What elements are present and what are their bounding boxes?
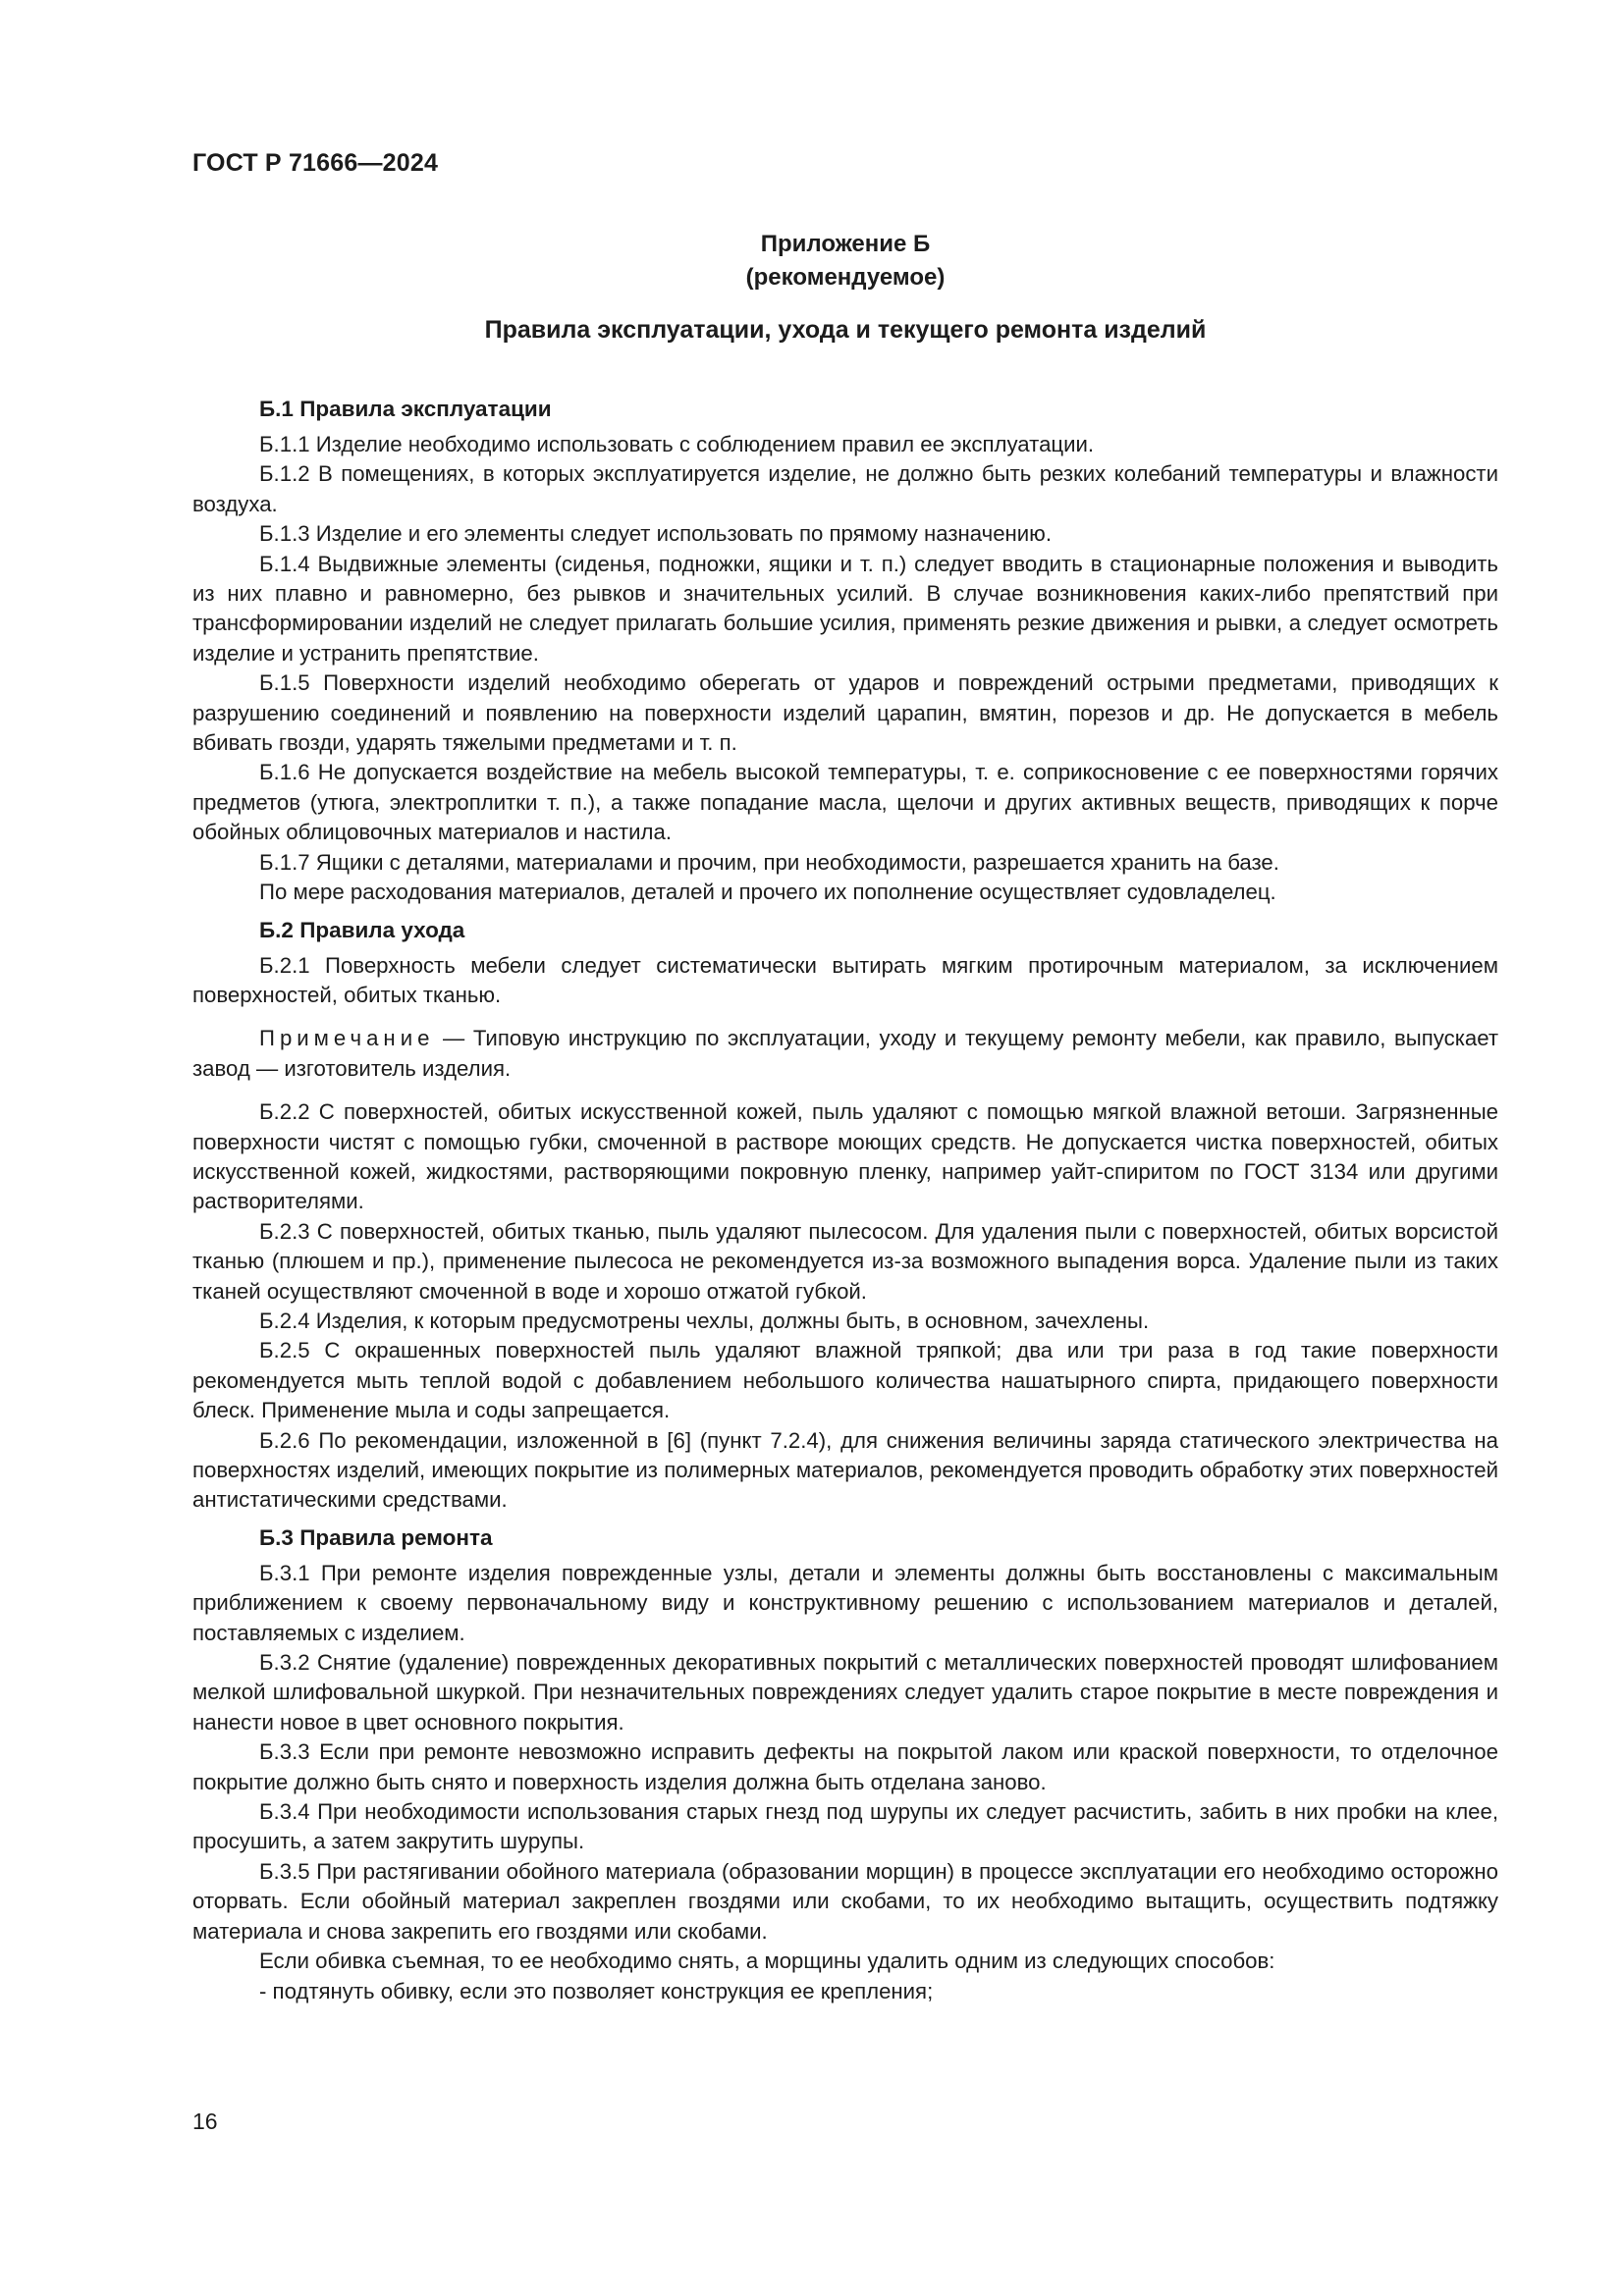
paragraph-b3-5: Б.3.5 При растягивании обойного материала (образовании морщин) в процессе эксплуатации его необходимо осторожно оторвать. Если обойный материал закреплен гвоздями или скобами, то их необходимо вытащить, осуществить подтяжку материала и снова закрепить его гвоздями или скобами. — [192, 1858, 1498, 1944]
paragraph-b3-4: Б.3.4 При необходимости использования старых гнезд под шурупы их следует расчистить, забить в них пробки на клее, просушить, а затем закрутить шурупы. — [192, 1799, 1498, 1854]
paragraph-b2-5: Б.2.5 С окрашенных поверхностей пыль удаляют влажной тряпкой; два или три раза в год такие поверхности рекомендуется мыть теплой водой с добавлением небольшого количества нашатырного спирта, придающего поверхности блеск. Применение мыла и соды запрещается. — [192, 1338, 1498, 1423]
section-heading-b2: Б.2 Правила ухода — [259, 917, 465, 942]
paragraph-b3-1: Б.3.1 При ремонте изделия поврежденные узлы, детали и элементы должны быть восстановлены с максимальным приближением к своему первоначальному виду и конструктивному решению с использованием материалов и деталей, поставляемых с изделием. — [192, 1560, 1498, 1645]
note-text: — Типовую инструкцию по эксплуатации, уходу и текущему ремонту мебели, как правило, выпускает завод — изготовитель изделия. — [192, 1026, 1498, 1081]
note-label: Примечание — [259, 1026, 435, 1051]
paragraph-b1-2: Б.1.2 В помещениях, в которых эксплуатируется изделие, не должно быть резких колебаний температуры и влажности воздуха. — [192, 461, 1498, 516]
note — [192, 1024, 1498, 1084]
paragraph-b2-1: Б.2.1 Поверхность мебели следует систематически вытирать мягким протирочным материалом, за исключением поверхностей, обитых тканью. — [192, 952, 1498, 1007]
paragraph-b1-7: Б.1.7 Ящики с деталями, материалами и прочим, при необходимости, разрешается хранить на базе. — [259, 849, 1279, 875]
section-heading-b3: Б.3 Правила ремонта — [259, 1524, 493, 1550]
paragraph-b2-6: Б.2.6 По рекомендации, изложенной в [6] (пункт 7.2.4), для снижения величины заряда статического электричества на поверхностях изделий, имеющих покрытие из полимерных материалов, рекомендуется проводить обработку этих поверхностей антистатическими средствами. — [192, 1427, 1498, 1513]
paragraph-b1-5: Б.1.5 Поверхности изделий необходимо оберегать от ударов и повреждений острыми предметами, приводящих к разрушению соединений и появлению на поверхности изделий царапин, вмятин, порезов и др. Не допускается в мебель вбивать гвозди, ударять тяжелыми предметами и т. п. — [192, 670, 1498, 756]
paragraph-b1-8: По мере расходования материалов, деталей и прочего их пополнение осуществляет судовладелец. — [259, 880, 1276, 905]
document-body — [192, 395, 1498, 2006]
paragraph-b2-2: Б.2.2 С поверхностей, обитых искусственной кожей, пыль удаляют с помощью мягкой влажной ветоши. Загрязненные поверхности чистят с помощью губки, смоченной в растворе моющих средств. Не допускается чистка поверхностей, обитых искусственной кожей, жидкостями, растворяющими покровную пленку, например уайт-спиритом по ГОСТ 3134 или другими растворителями. — [192, 1099, 1498, 1214]
paragraph-b1-3: Б.1.3 Изделие и его элементы следует использовать по прямому назначению. — [259, 521, 1052, 547]
annex-heading — [192, 228, 1498, 294]
page-number: 16 — [192, 2109, 218, 2134]
paragraph-b3-3: Б.3.3 Если при ремонте невозможно исправить дефекты на покрытой лаком или краской поверхности, то отделочное покрытие должно быть снято и поверхность изделия должна быть отделана заново. — [192, 1739, 1498, 1794]
paragraph-b2-4: Б.2.4 Изделия, к которым предусмотрены чехлы, должны быть, в основном, зачехлены. — [259, 1308, 1150, 1333]
paragraph-b3-2: Б.3.2 Снятие (удаление) поврежденных декоративных покрытий с металлических поверхностей проводят шлифованием мелкой шлифовальной шкуркой. При незначительных повреждениях следует удалить старое покрытие в месте повреждения и нанести новое в цвет основного покрытия. — [192, 1650, 1498, 1735]
paragraph-b3-6: Если обивка съемная, то ее необходимо снять, а морщины удалить одним из следующих способов: — [259, 1949, 1275, 1974]
list-item: - подтянуть обивку, если это позволяет конструкция ее крепления; — [259, 1978, 934, 2003]
annex-name: Приложение Б — [760, 231, 931, 257]
annex-status: (рекомендуемое) — [745, 264, 946, 291]
section-heading-b1: Б.1 Правила эксплуатации — [259, 397, 552, 421]
document-header: ГОСТ Р 71666—2024 — [192, 149, 439, 177]
annex-title: Правила эксплуатации, ухода и текущего ремонта изделий — [484, 316, 1207, 344]
paragraph-b2-3: Б.2.3 С поверхностей, обитых тканью, пыль удаляют пылесосом. Для удаления пыли с поверхностей, обитых ворсистой тканью (плюшем и пр.), применение пылесоса не рекомендуется из-за возможного выпадения ворса. Удаление пыли из таких тканей осуществляют смоченной в воде и хорошо отжатой губкой. — [192, 1218, 1498, 1304]
paragraph-b1-1: Б.1.1 Изделие необходимо использовать с соблюдением правил ее эксплуатации. — [259, 432, 1095, 456]
paragraph-b1-6: Б.1.6 Не допускается воздействие на мебель высокой температуры, т. е. соприкосновение с ее поверхностями горячих предметов (утюга, электроплитки т. п.), а также попадание масла, щелочи и других активных веществ, приводящих к порче обойных облицовочных материалов и настила. — [192, 760, 1498, 845]
paragraph-b1-4: Б.1.4 Выдвижные элементы (сиденья, подножки, ящики и т. п.) следует вводить в стационарные положения и выводить из них плавно и равномерно, без рывков и значительных усилий. В случае возникновения каких-либо препятствий при трансформировании изделий не следует прилагать большие усилия, применять резкие движения и рывки, а следует осмотреть изделие и устранить препятствие. — [192, 551, 1498, 666]
